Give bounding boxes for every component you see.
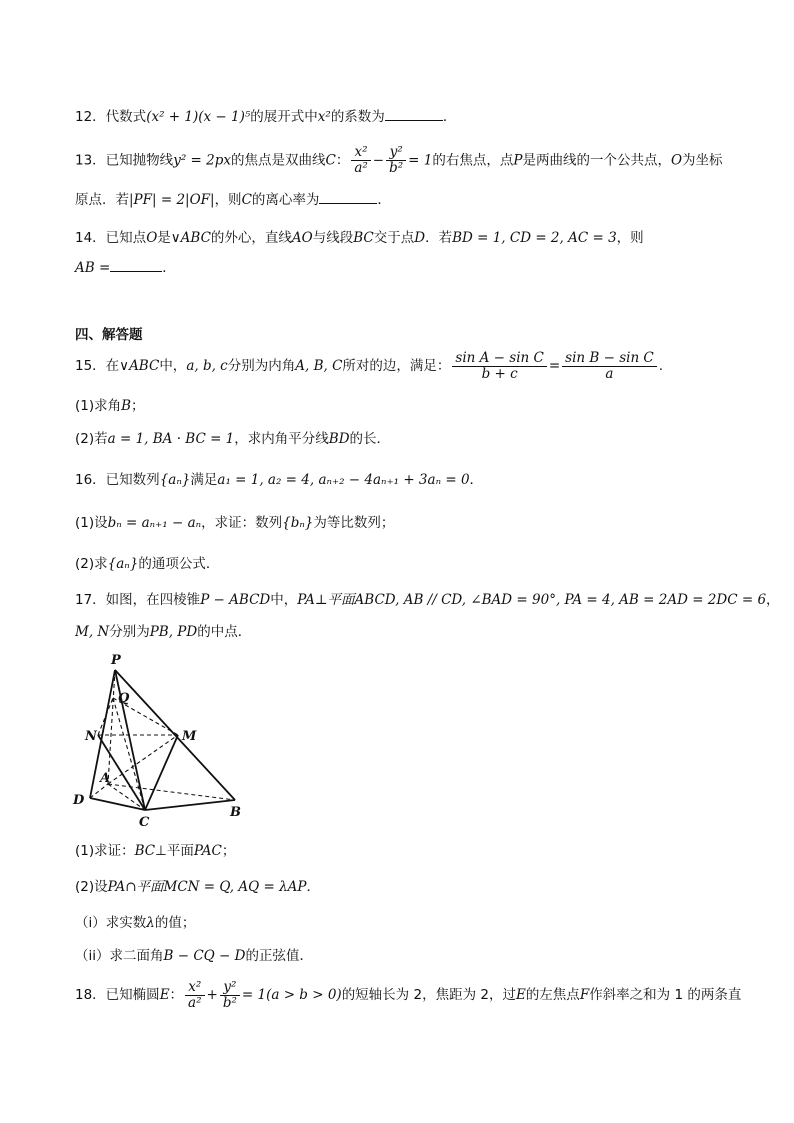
pyramid-figure [70,650,250,830]
hyperbola-x-fraction: $\frac{\text{x²}}{\text{a²}}$ [351,145,370,176]
question-14-line-1: 14．已知点O是∨ABC的外心，直线AO与线段BC交于点D．若BD = 1, CD = 2, AC = 3，则 [75,230,644,246]
hyperbola-y-fraction: $\frac{\text{y²}}{\text{b²}}$ [386,145,406,176]
section-heading: 四、解答题 [75,327,143,343]
question-16-part-1: (1)设bₙ = aₙ₊₁ − aₙ，求证：数列{bₙ}为等比数列； [75,515,395,531]
label-D: D [73,793,85,808]
label-P: P [111,653,121,668]
label-B: B [230,805,241,820]
question-17-line-1: 17．如图，在四棱锥P − ABCD中，PA⊥平面ABCD, AB // CD, ∠BAD = 90°, PA = 4, AB = 2AD = 2DC = 6， [75,592,780,608]
label-A: A [100,771,111,786]
question-13-line-1: 13．已知抛物线y² = 2px的焦点是双曲线C： $\frac{\text{x²}}{\text{a²}}$ − $\frac{\text{y²}}{\text{b²}}$ = 1的右焦点，点P是两曲线的一个公共点，O为坐标 [75,144,723,176]
question-16-part-2: (2)求{aₙ}的通项公式． [75,556,220,572]
q15-right-fraction: $\frac{\text{sin B − sin C}}{a}$ [562,351,657,382]
question-15: 15．在∨ABC中，a, b, c分别为内角A, B, C所对的边，满足： $\frac{\text{sin A − sin C}}{b + c}$ = $\frac{\text{sin B − sin C}}{a}$ . [75,349,664,382]
label-N: N [85,729,97,744]
label-Q: Q [118,691,130,706]
question-18: 18．已知椭圆E： $\frac{\text{x²}}{\text{a²}}$ + $\frac{\text{y²}}{\text{b²}}$ = 1(a > b > 0)的短轴长为 2，焦距为 2，过E的左焦点F作斜率之和为 1 的两条直 [75,978,742,1011]
question-17-part-2-ii: （ii）求二面角B − CQ − D的正弦值． [75,948,313,964]
label-M: M [182,729,197,744]
edge-CB [145,800,235,810]
edge-QC [113,698,145,810]
question-17-part-2-i: （i）求实数λ的值； [75,915,196,931]
question-16: 16．已知数列{aₙ}满足a₁ = 1, a₂ = 4, aₙ₊₂ − 4aₙ₊₁ + 3aₙ = 0． [75,472,484,488]
ellipse-x-fraction: $\frac{\text{x²}}{\text{a²}}$ [185,980,204,1011]
answer-blank[interactable] [110,259,162,272]
q15-left-fraction: $\frac{\text{sin A − sin C}}{b + c}$ [452,351,546,382]
question-14-line-2: AB = ． [75,260,176,276]
question-17-line-2: M, N分别为PB, PD的中点． [75,624,252,640]
q12-expression: (x² + 1)(x − 1)⁵ [146,109,251,125]
question-15-part-2: (2)若a = 1, BA · BC = 1，求内角平分线BD的长． [75,431,391,447]
question-17-part-2: (2)设PA∩平面MCN = Q, AQ = λAP． [75,879,320,895]
question-15-part-1: (1)求角B； [75,398,145,414]
question-12: 12．代数式(x² + 1)(x − 1)⁵的展开式中x²的系数为 ． [75,109,457,125]
question-13-line-2: 原点．若|PF| = 2|OF|，则C的离心率为 ． [75,192,391,208]
ellipse-y-fraction: $\frac{\text{y²}}{\text{b²}}$ [220,980,240,1011]
label-C: C [139,815,150,830]
answer-blank[interactable] [319,191,377,204]
question-17-part-1: (1)求证：BC⊥平面PAC； [75,843,236,859]
answer-blank[interactable] [385,108,443,121]
